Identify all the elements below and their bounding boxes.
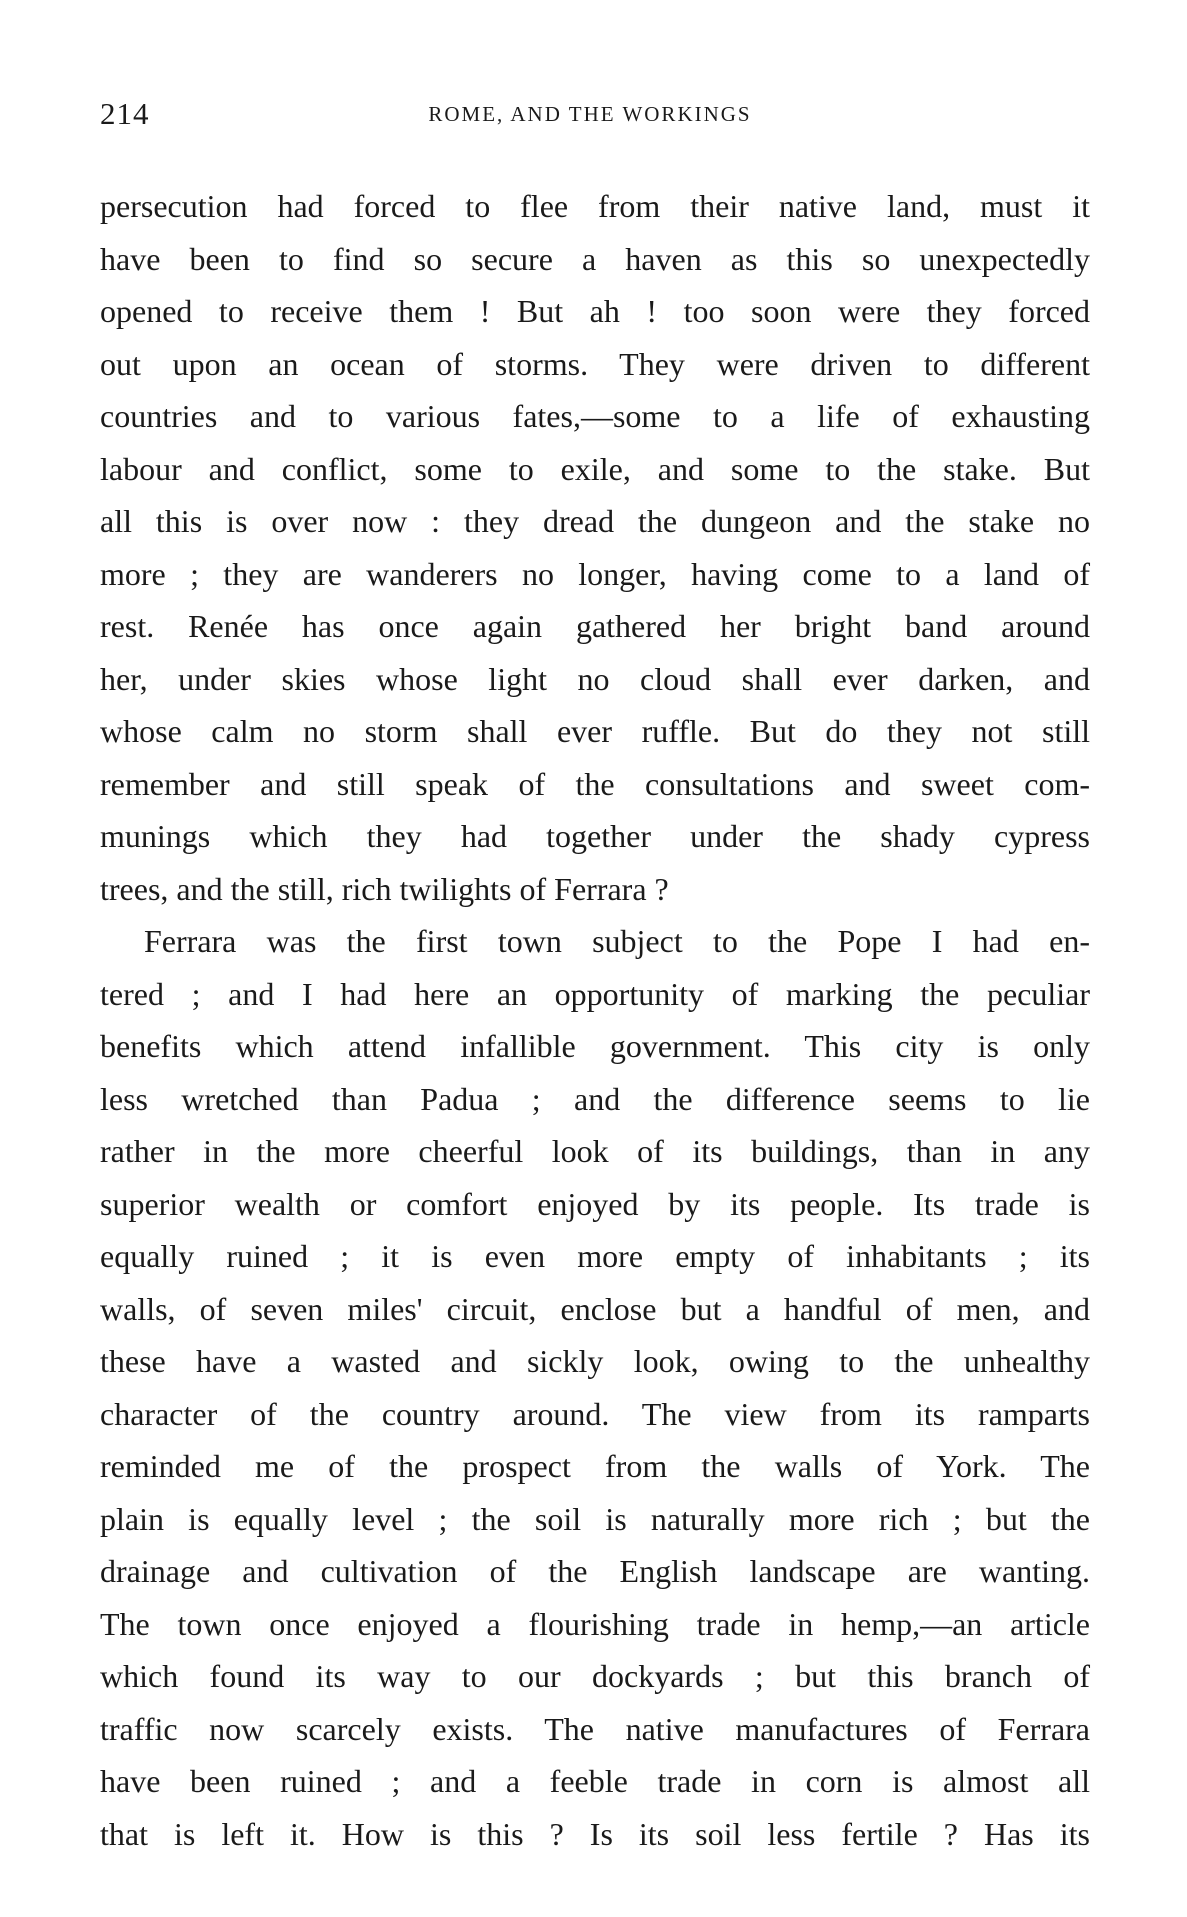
page-header xyxy=(100,96,1090,136)
text-line: all this is over now : they dread the dungeon and the stake no xyxy=(100,503,1090,539)
text-line: rather in the more cheerful look of its buildings, than in any xyxy=(100,1133,1090,1169)
text-line: her, under skies whose light no cloud shall ever darken, and xyxy=(100,660,1090,697)
text-line: trees, and the still, rich twilights of Ferrara ? xyxy=(100,870,669,907)
text-line: munings which they had together under the shady cypress xyxy=(100,818,1090,854)
text-line: equally ruined ; it is even more empty of inhabitants ; its xyxy=(100,1238,1090,1274)
text-line: Ferrara was the first town subject to the Pope I had en- xyxy=(144,923,1090,959)
text-line: that is left it. How is this ? Is its soil less fertile ? Has its xyxy=(100,1815,1090,1852)
text-line: these have a wasted and sickly look, owing to the unhealthy xyxy=(100,1343,1090,1379)
text-line: whose calm no storm shall ever ruffle. But do they not still xyxy=(100,713,1090,749)
text-line: walls, of seven miles' circuit, enclose but a handful of men, and xyxy=(100,1290,1090,1327)
text-line: The town once enjoyed a flourishing trade in hemp,—an article xyxy=(100,1605,1090,1642)
text-line: rest. Renée has once again gathered her bright band around xyxy=(100,608,1090,644)
text-line: drainage and cultivation of the English landscape are wanting. xyxy=(100,1553,1090,1589)
text-line: persecution had forced to flee from their native land, must it xyxy=(100,188,1090,224)
text-line: character of the country around. The view from its ramparts xyxy=(100,1395,1090,1432)
text-line: benefits which attend infallible government. This city is only xyxy=(100,1028,1090,1064)
text-line: traffic now scarcely exists. The native manufactures of Ferrara xyxy=(100,1710,1090,1747)
paragraph-1 xyxy=(100,180,1090,915)
text-line: out upon an ocean of storms. They were driven to different xyxy=(100,345,1090,382)
page-number: 214 xyxy=(100,96,150,131)
text-line: labour and conflict, some to exile, and some to the stake. But xyxy=(100,450,1090,487)
text-line: less wretched than Padua ; and the difference seems to lie xyxy=(100,1080,1090,1117)
text-line: which found its way to our dockyards ; but this branch of xyxy=(100,1658,1090,1694)
text-line: remember and still speak of the consultations and sweet com- xyxy=(100,765,1090,802)
text-line: have been to find so secure a haven as this so unexpectedly xyxy=(100,240,1090,277)
paragraph-2 xyxy=(100,915,1090,1860)
text-line: plain is equally level ; the soil is naturally more rich ; but the xyxy=(100,1500,1090,1537)
text-line: superior wealth or comfort enjoyed by its people. Its trade is xyxy=(100,1185,1090,1222)
text-line: have been ruined ; and a feeble trade in corn is almost all xyxy=(100,1763,1090,1799)
text-line: reminded me of the prospect from the walls of York. The xyxy=(100,1448,1090,1484)
text-line: countries and to various fates,—some to a life of exhausting xyxy=(100,398,1090,434)
text-line: opened to receive them ! But ah ! too soon were they forced xyxy=(100,293,1090,329)
text-line: more ; they are wanderers no longer, having come to a land of xyxy=(100,555,1090,592)
body-text xyxy=(100,180,1090,1860)
running-title: ROME, AND THE WORKINGS xyxy=(428,102,752,126)
text-line: tered ; and I had here an opportunity of marking the peculiar xyxy=(100,975,1090,1012)
